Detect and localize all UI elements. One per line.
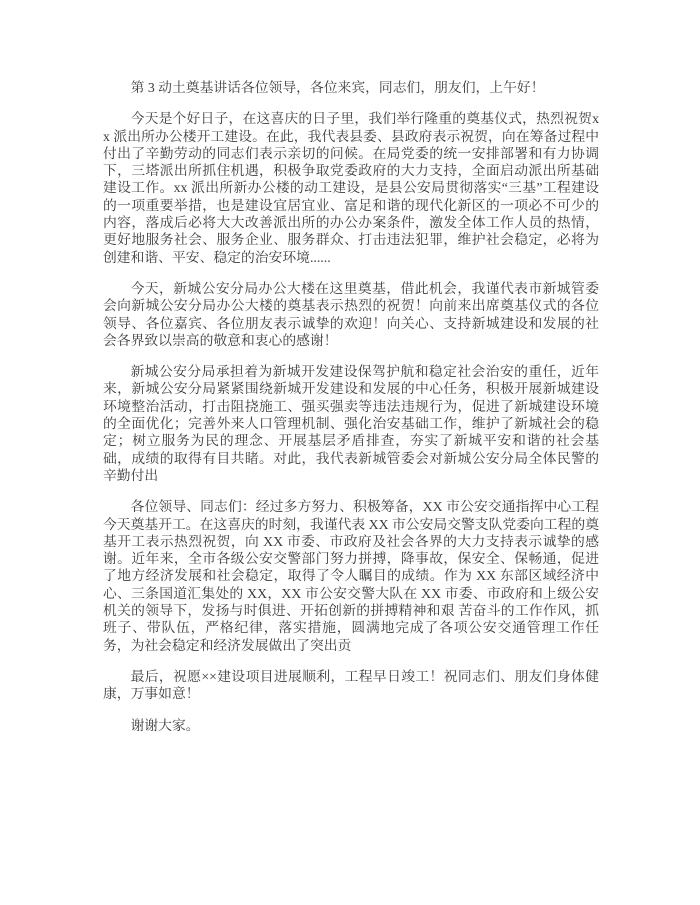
paragraph-new-city-branch-achievements: 新城公安分局承担着为新城开发建设保驾护航和稳定社会治安的重任，近年来，新城公安分局紧紧围绕新城开发建设和发展的中心任务，积极开展新城建设环境整治活动，打击阻挠施工、强买强卖等违法违规行为，促进了新城建设环境的全面优化；完善外来人口管理机制、强化治安基础工作，维护了新城社会的稳定；树立服务为民的理念、开展基层矛盾排查，夯实了新城平安和谐的社会基础，成绩的取得有目共睹。对此，我代表新城管委会对新城公安分局全体民警的辛勤付出	[103, 364, 599, 483]
paragraph-new-city-branch-congratulations: 今天，新城公安分局办公大楼在这里奠基，借此机会，我谨代表市新城管委会向新城公安分局办公大楼的奠基表示热烈的祝贺！向前来出席奠基仪式的各位领导、各位嘉宾、各位朋友表示诚挚的欢迎！向关心、支持新城建设和发展的社会各界致以崇高的敬意和衷心的感谢！	[103, 280, 599, 348]
paragraph-traffic-command-center: 各位领导、同志们：经过多方努力、积极筹备，XX 市公安交通指挥中心工程今天奠基开工。在这喜庆的时刻，我谨代表 XX 市公安局交警支队党委向工程的奠基开工表示热烈祝贺，向 XX 市委、市政府及社会各界的大力支持表示诚挚的感谢。近年来，全市各级公安交警部门努力拼搏，降事故，保安全、保畅通，促进了地方经济发展和社会稳定，取得了令人瞩目的成绩。作为 XX 东部区域经济中心、三条国道汇集处的 XX，XX 市公安交警大队在 XX 市委、市政府和上级公安机关的领导下，发扬与时俱进、开拓创新的拼搏精神和艰 苦奋斗的工作作风，抓班子、带队伍，严格纪律，落实措施，圆满地完成了各项公安交通管理工作任务，为社会稳定和经济发展做出了突出贡	[103, 499, 599, 653]
speech-title-line: 第 3 动土奠基讲话各位领导，各位来宾，同志们，朋友们，上午好！	[130, 80, 545, 95]
paragraph-police-station-groundbreaking: 今天是个好日子，在这喜庆的日子里，我们举行隆重的奠基仪式，热烈祝贺xx 派出所办公楼开工建设。在此，我代表县委、县政府表示祝贺，向在筹备过程中付出了辛勤劳动的同志们表示亲切的问候。在局党委的统一安排部署和有力协调下，三塔派出所抓住机遇，积极争取党委政府的大力支持，全面启动派出所基础建设工作。xx 派出所新办公楼的动工建设，是县公安局贯彻落实“三基”工程建设的一项重要举措，也是建设宜居宜业、富足和谐的现代化新区的一项必不可少的内容，落成后必将大大改善派出所的办公办案条件，激发全体工作人员的热情，更好地服务社会、服务企业、服务群众、打击违法犯罪，维护社会稳定，必将为创建和谐、平安、稳定的治安环境......	[103, 111, 599, 265]
paragraph-thanks: 谢谢大家。	[130, 717, 200, 733]
document-body	[103, 79, 599, 748]
paragraph-closing-wishes: 最后，祝愿××建设项目进展顺利，工程早日竣工！祝同志们、朋友们身体健康，万事如意！	[103, 668, 599, 702]
